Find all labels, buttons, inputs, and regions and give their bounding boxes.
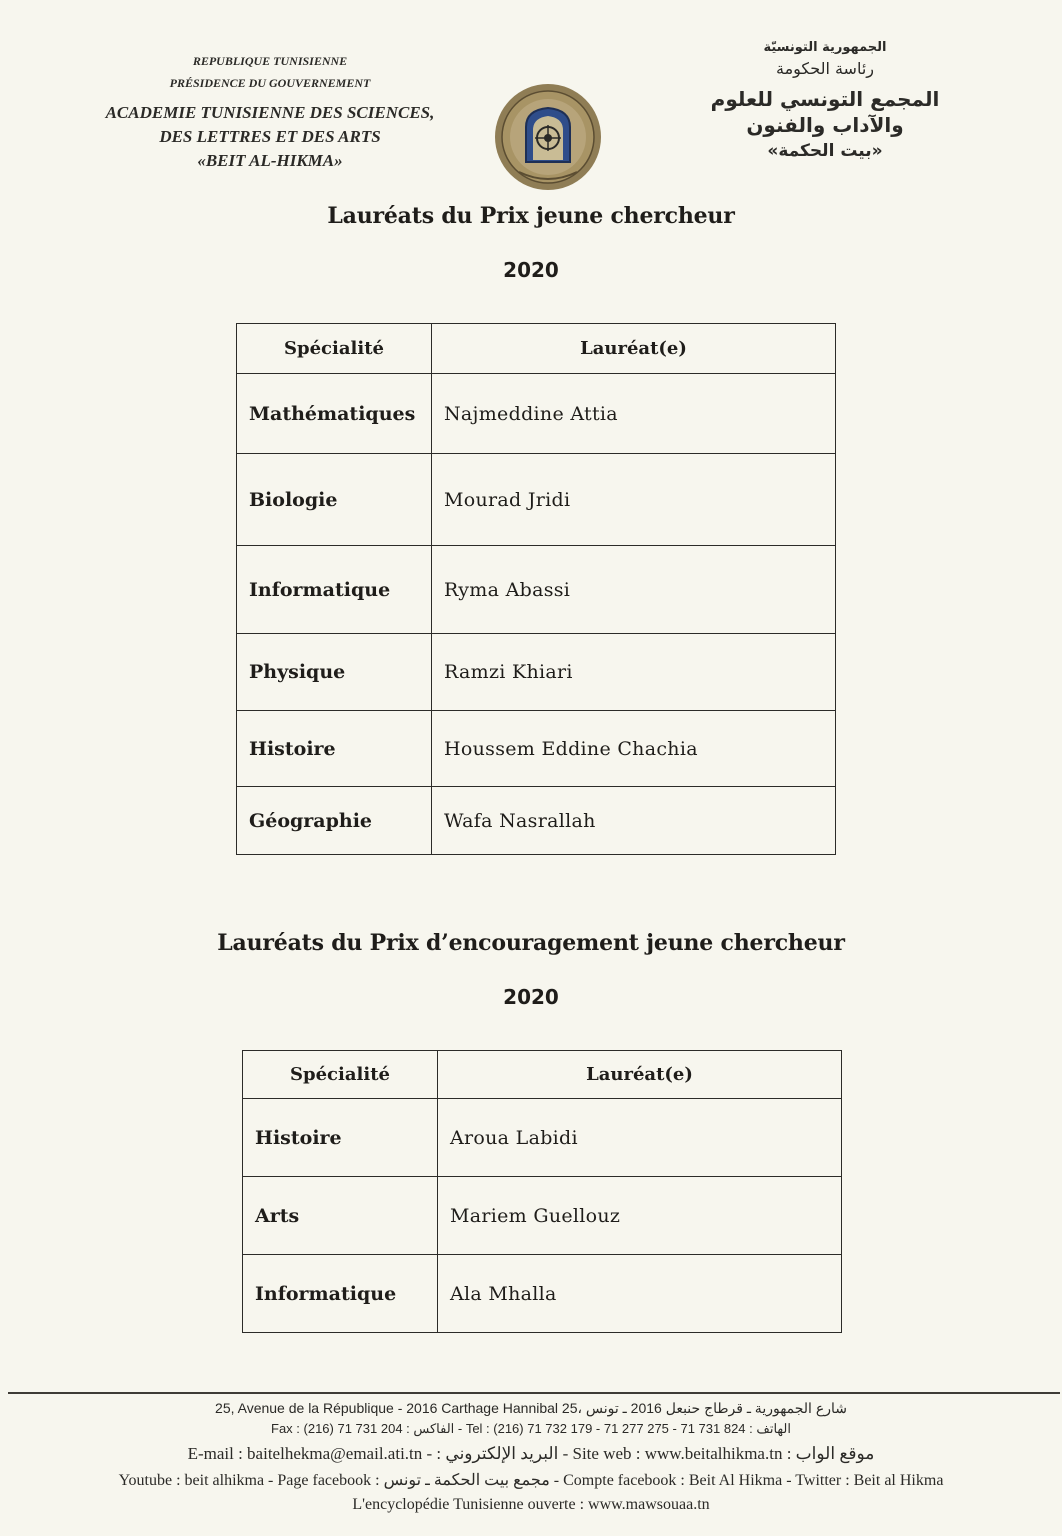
header-right-block [660,38,990,164]
laureat-cell: Ala Mhalla [438,1255,842,1333]
presidency-label-ar: رئاسة الحكومة [775,59,875,78]
column-header-laureat: Lauréat(e) [438,1051,842,1099]
column-header-specialite: Spécialité [237,324,432,374]
republic-label-ar: الجمهورية التونسيّة [763,40,887,55]
table-row [243,1099,842,1177]
presidency-label: PRÉSIDENCE DU GOUVERNEMENT [169,76,371,90]
laureat-cell: Mourad Jridi [432,454,836,546]
specialite-cell: Informatique [243,1255,438,1333]
specialite-cell: Histoire [237,711,432,787]
section1-year: 2020 [503,258,559,282]
footer-address: 25, Avenue de la République - 2016 Carthage Hannibal 25، شارع الجمهورية ـ قرطاج حنبعل 2016 ـ تونس [215,1400,847,1416]
laureat-cell: Wafa Nasrallah [432,787,836,855]
specialite-cell: Géographie [237,787,432,855]
academy-name-line1: ACADEMIE TUNISIENNE DES SCIENCES, [105,103,435,122]
academy-name-line3: «BEIT AL-HIKMA» [197,151,343,170]
header-left-block [60,50,480,173]
specialite-cell: Histoire [243,1099,438,1177]
table-row [243,1177,842,1255]
laureat-cell: Najmeddine Attia [432,374,836,454]
table-row [237,546,836,634]
footer-phone-fax: Fax : (216) 71 731 204 : الفاكس - Tel : (216) 71 732 179 - 71 277 275 - 71 731 824 : الهاتف [271,1421,791,1436]
table-row [243,1255,842,1333]
section2-title: Lauréats du Prix d’encouragement jeune chercheur [217,930,845,956]
academy-name-ar-line3: «بيت الحكمة» [767,141,883,161]
table-row [237,454,836,546]
academy-name-ar-line1: المجمع التونسي للعلوم [710,87,940,111]
table-row [237,711,836,787]
table-row [237,787,836,855]
section2-year: 2020 [503,985,559,1009]
specialite-cell: Mathématiques [237,374,432,454]
laureat-cell: Aroua Labidi [438,1099,842,1177]
laureat-cell: Mariem Guellouz [438,1177,842,1255]
specialite-cell: Biologie [237,454,432,546]
specialite-cell: Physique [237,634,432,711]
table-header-row [243,1051,842,1099]
academy-seal-logo [493,82,603,192]
table-header-row [237,324,836,374]
specialite-cell: Informatique [237,546,432,634]
column-header-specialite: Spécialité [243,1051,438,1099]
footer-social: Youtube : beit alhikma - Page facebook : مجمع بيت الحكمة ـ تونس - Compte facebook : Beit Al Hikma - Twitter : Beit al Hikma [118,1472,944,1489]
laureat-cell: Houssem Eddine Chachia [432,711,836,787]
academy-name-line2: DES LETTRES ET DES ARTS [159,127,381,146]
laureates-table-1 [236,323,836,855]
republic-label: REPUBLIQUE TUNISIENNE [192,54,348,68]
laureat-cell: Ramzi Khiari [432,634,836,711]
laureates-table-2 [242,1050,842,1333]
footer-encyclopedia: L'encyclopédie Tunisienne ouverte : www.mawsouaa.tn [352,1496,710,1513]
footer-email-site: E-mail : baitelhekma@email.ati.tn - : البريد الإلكتروني - Site web : www.beitalhikma.tn : موقع الواب [187,1444,875,1463]
table-row [237,374,836,454]
section1-title: Lauréats du Prix jeune chercheur [327,203,735,229]
column-header-laureat: Lauréat(e) [432,324,836,374]
laureat-cell: Ryma Abassi [432,546,836,634]
academy-name-ar-line2: والآداب والفنون [746,113,904,137]
specialite-cell: Arts [243,1177,438,1255]
table-row [237,634,836,711]
footer-divider [8,1392,1060,1394]
